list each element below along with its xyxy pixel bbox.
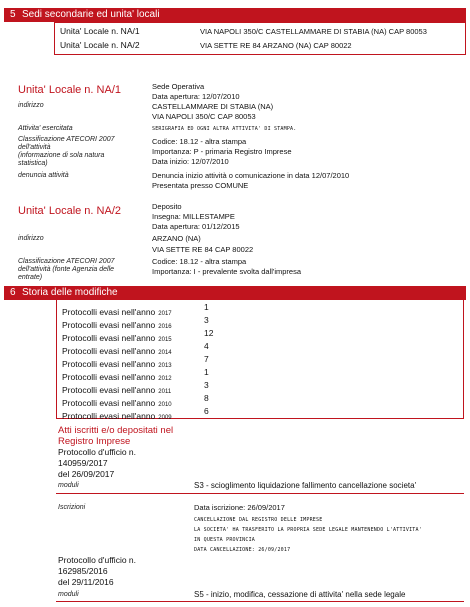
protocol-2-number: 162985/2016 — [58, 566, 108, 576]
row-year: 2017 — [158, 311, 172, 317]
row-year: 2011 — [158, 389, 172, 395]
summary-unit-label: Unita' Locale n. NA/2 — [60, 40, 140, 50]
divider — [56, 601, 464, 602]
unit-1-ateco-label: dell'attività — [18, 144, 51, 151]
unit-1-address-city: CASTELLAMMARE DI STABIA (NA) — [152, 102, 274, 111]
row-count: 7 — [204, 354, 209, 364]
unit-2-address-city: ARZANO (NA) — [152, 234, 201, 243]
protocol-1-label: Protocollo d'ufficio n. — [58, 447, 137, 457]
unit-1-ateco-label: Classificazione ATECORI 2007 — [18, 136, 115, 143]
protocol-1-date: del 26/09/2017 — [58, 469, 115, 479]
unit-2-address-street: VIA SETTE RE 84 CAP 80022 — [152, 245, 254, 254]
row-year: 2009 — [158, 415, 172, 421]
registration-line: LA SOCIETA' HA TRASFERITO LA PROPRIA SEDE LEGALE MANTENENDO L'ATTIVITA' — [194, 527, 422, 533]
row-count: 1 — [204, 302, 209, 312]
unit-2-opening-date: Data apertura: 01/12/2015 — [152, 222, 240, 231]
row-label: Protocolli evasi nell'anno — [62, 320, 156, 330]
row-count: 3 — [204, 380, 209, 390]
registration-date: Data iscrizione: 26/09/2017 — [194, 503, 285, 512]
row-year: 2012 — [158, 376, 172, 382]
row-label: Protocolli evasi nell'anno — [62, 372, 156, 382]
unit-2-code: Codice: 18.12 - altra stampa — [152, 257, 247, 266]
summary-unit-address: VIA SETTE RE 84 ARZANO (NA) CAP 80022 — [200, 41, 352, 50]
protocol-2-moduli-label: moduli — [58, 591, 79, 598]
row-count: 4 — [204, 341, 209, 351]
row-year: 2013 — [158, 363, 172, 369]
unit-1-ateco-label: (informazione di sola natura — [18, 152, 105, 159]
row-count: 1 — [204, 367, 209, 377]
row-count: 3 — [204, 315, 209, 325]
unit-2-title: Unita' Locale n. NA/2 — [18, 205, 121, 217]
unit-1-ateco-label: statistica) — [18, 160, 48, 167]
row-label: Protocolli evasi nell'anno — [62, 398, 156, 408]
protocol-1-moduli-label: moduli — [58, 482, 79, 489]
section-title: Sedi secondarie ed unita' locali — [22, 9, 160, 20]
summary-unit-label: Unita' Locale n. NA/1 — [60, 26, 140, 36]
unit-1-title: Unita' Locale n. NA/1 — [18, 84, 121, 96]
unit-1-activity: SERIGRAFIA ED OGNI ALTRA ATTIVITA' DI STAMPA. — [152, 126, 297, 132]
row-label: Protocolli evasi nell'anno — [62, 385, 156, 395]
unit-2-sign: Insegna: MILLESTAMPE — [152, 212, 235, 221]
row-label: Protocolli evasi nell'anno — [62, 307, 156, 317]
unit-1-importance: Importanza: P - primaria Registro Imprese — [152, 147, 292, 156]
protocol-1-number: 140959/2017 — [58, 458, 108, 468]
row-count: 6 — [204, 406, 209, 416]
unit-2-type: Deposito — [152, 202, 182, 211]
registration-line: DATA CANCELLAZIONE: 26/09/2017 — [194, 547, 291, 553]
row-year: 2015 — [158, 337, 172, 343]
registration-line: CANCELLAZIONE DAL REGISTRO DELLE IMPRESE — [194, 517, 323, 523]
protocol-2-date: del 29/11/2016 — [58, 577, 114, 587]
section-number: 5 — [10, 9, 16, 20]
row-label: Protocolli evasi nell'anno — [62, 346, 156, 356]
unit-1-submitted: Presentata presso COMUNE — [152, 181, 249, 190]
table-row — [62, 406, 172, 424]
acts-title: Registro Imprese — [58, 436, 131, 447]
divider — [56, 493, 464, 494]
unit-2-ateco-label: dell'attività (fonte Agenzia delle — [18, 266, 115, 273]
registration-line: IN QUESTA PROVINCIA — [194, 537, 255, 543]
unit-1-address-label: indirizzo — [18, 102, 44, 109]
unit-1-notice: Denuncia inizio attività o comunicazione in data 12/07/2010 — [152, 171, 350, 180]
protocol-1-moduli: S3 - scioglimento liquidazione fallimento cancellazione societa' — [194, 481, 417, 490]
unit-1-start-date: Data inizio: 12/07/2010 — [152, 157, 229, 166]
unit-2-ateco-label: entrate) — [18, 274, 43, 281]
row-year: 2014 — [158, 350, 172, 356]
unit-2-ateco-label: Classificazione ATECORI 2007 — [18, 258, 115, 265]
registrations-label: Iscrizioni — [58, 504, 86, 511]
summary-unit-address: VIA NAPOLI 350/C CASTELLAMMARE DI STABIA (NA) CAP 80053 — [200, 27, 427, 36]
unit-1-address-street: VIA NAPOLI 350/C CAP 80053 — [152, 112, 256, 121]
row-year: 2016 — [158, 324, 172, 330]
unit-1-activity-label: Attivita' esercitata — [18, 125, 73, 132]
acts-title: Atti iscritti e/o depositati nel — [58, 425, 174, 436]
protocol-2-moduli: S5 - inizio, modifica, cessazione di attivita' nella sede legale — [194, 590, 406, 599]
row-count: 8 — [204, 393, 209, 403]
unit-2-importance: Importanza: I - prevalente svolta dall'impresa — [152, 267, 302, 276]
unit-1-opening-date: Data apertura: 12/07/2010 — [152, 92, 240, 101]
unit-1-code: Codice: 18.12 - altra stampa — [152, 137, 247, 146]
row-label: Protocolli evasi nell'anno — [62, 359, 156, 369]
section-number: 6 — [10, 287, 16, 298]
row-label: Protocolli evasi nell'anno — [62, 411, 156, 421]
section-title: Storia delle modifiche — [22, 287, 118, 298]
unit-1-notice-label: denuncia attività — [18, 172, 69, 179]
row-count: 12 — [204, 328, 214, 338]
section-5-header — [4, 8, 466, 22]
unit-2-address-label: indirizzo — [18, 235, 44, 242]
row-year: 2010 — [158, 402, 172, 408]
unit-1-type: Sede Operativa — [152, 82, 205, 91]
row-label: Protocolli evasi nell'anno — [62, 333, 156, 343]
protocol-2-label: Protocollo d'ufficio n. — [58, 555, 137, 565]
